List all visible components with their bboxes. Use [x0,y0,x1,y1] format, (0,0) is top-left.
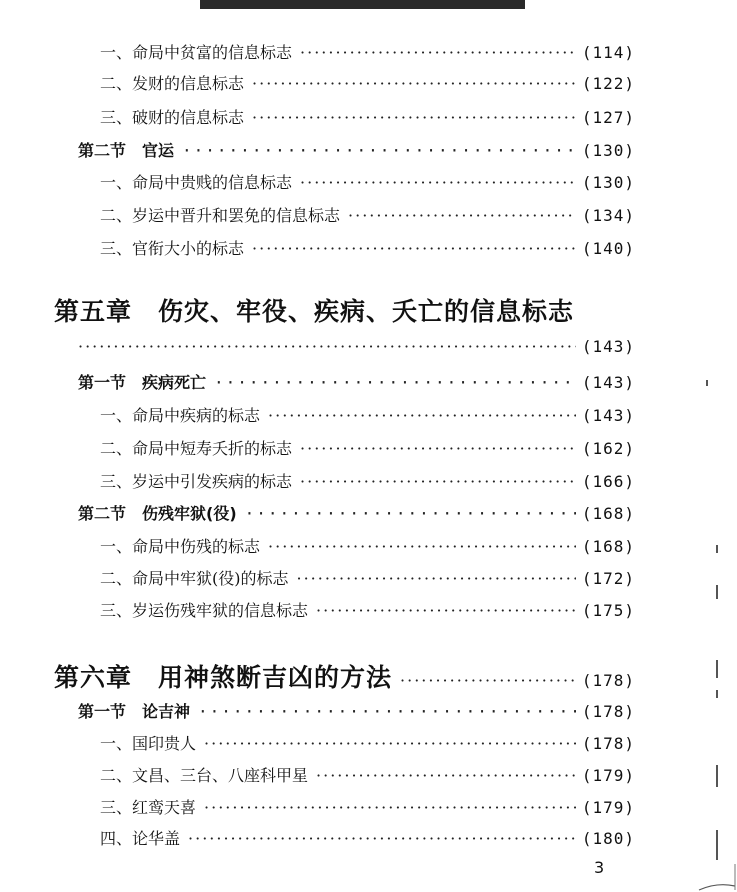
chapter-page: (178) [581,671,635,690]
toc-entry-title: 二、岁运中晋升和罢免的信息标志 [100,206,341,225]
chapter-leader-row [78,337,635,363]
toc-entry[interactable] [100,598,635,624]
chapter-page: (143) [581,337,635,356]
toc-entry[interactable] [100,403,635,429]
toc-entry-title: 二、命局中牢狱(役)的标志 [100,569,289,588]
toc-entry-title: 一、命局中贫富的信息标志 [100,43,293,62]
toc-entry-title: 二、命局中短寿夭折的标志 [100,439,293,458]
toc-section-title: 第二节 伤残牢狱(役) [78,504,237,523]
toc-entry-page: (180) [581,829,635,848]
toc-section[interactable] [78,138,635,164]
dot-leader [245,504,576,523]
page-number: 3 [594,858,605,877]
toc-entry-page: (130) [581,173,635,192]
toc-entry-page: (127) [581,108,635,127]
toc-entry-page: (162) [581,439,635,458]
dot-leader [198,702,576,721]
scan-speck [716,830,718,860]
toc-section-page: (130) [581,141,635,160]
dot-leader [188,829,576,848]
dot-leader [348,206,576,225]
toc-entry-page: (114) [581,43,635,62]
toc-entry[interactable] [100,534,635,560]
toc-entry[interactable] [100,436,635,462]
dot-leader [300,43,576,62]
toc-entry-title: 三、岁运伤残牢狱的信息标志 [100,601,309,620]
dot-leader [316,766,576,785]
dot-leader [400,671,576,690]
toc-entry-title: 一、命局中伤残的标志 [100,537,261,556]
toc-section-page: (143) [581,373,635,392]
dot-leader [214,373,576,392]
toc-entry-title: 三、官衔大小的标志 [100,239,245,258]
toc-section-page: (178) [581,702,635,721]
toc-entry[interactable] [100,731,635,757]
toc-entry[interactable] [100,71,635,97]
toc-section-page: (168) [581,504,635,523]
toc-entry[interactable] [100,469,635,495]
dot-leader [204,798,576,817]
toc-entry-title: 三、破财的信息标志 [100,108,245,127]
toc-entry[interactable] [100,566,635,592]
toc-entry-page: (179) [581,766,635,785]
dot-leader [252,108,576,127]
toc-entry-title: 四、论华盖 [100,829,181,848]
toc-entry-title: 三、红鸾天喜 [100,798,197,817]
scan-speck [716,690,718,698]
toc-entry[interactable] [100,763,635,789]
chapter-title[interactable]: 第五章 伤灾、牢役、疾病、夭亡的信息标志 [54,297,575,326]
dot-leader [252,74,576,93]
toc-section[interactable] [78,370,635,396]
dot-leader [300,439,576,458]
toc-section-title: 第一节 疾病死亡 [78,373,207,392]
chapter-entry[interactable] [54,658,635,692]
toc-entry-title: 二、发财的信息标志 [100,74,245,93]
scan-speck [716,765,718,787]
dot-leader [204,734,576,753]
toc-entry[interactable] [100,236,635,262]
toc-entry-title: 一、国印贵人 [100,734,197,753]
toc-section[interactable] [78,501,635,527]
dot-leader [78,337,576,356]
toc-entry-title: 二、文昌、三台、八座科甲星 [100,766,309,785]
dot-leader [300,472,576,491]
toc-entry[interactable] [100,795,635,821]
toc-entry[interactable] [100,203,635,229]
toc-section-title: 第一节 论吉神 [78,702,191,721]
toc-section-title: 第二节 官运 [78,141,175,160]
toc-entry-page: (175) [581,601,635,620]
dot-leader [268,537,576,556]
toc-entry[interactable] [100,40,635,66]
toc-entry[interactable] [100,170,635,196]
scan-speck [706,380,708,386]
dot-leader [316,601,576,620]
toc-entry-page: (134) [581,206,635,225]
toc-entry-page: (179) [581,798,635,817]
dot-leader [300,173,576,192]
toc-entry-page: (140) [581,239,635,258]
toc-entry-title: 三、岁运中引发疾病的标志 [100,472,293,491]
toc-entry-title: 一、命局中贵贱的信息标志 [100,173,293,192]
toc-entry-page: (172) [581,569,635,588]
toc-entry-page: (143) [581,406,635,425]
toc-entry-page: (166) [581,472,635,491]
toc-entry-page: (168) [581,537,635,556]
dot-leader [252,239,576,258]
toc-entry-title: 一、命局中疾病的标志 [100,406,261,425]
scan-speck [716,585,718,599]
chapter-title: 第六章 用神煞断吉凶的方法 [54,663,393,692]
toc-entry-page: (122) [581,74,635,93]
dot-leader [182,141,576,160]
dot-leader [297,569,576,588]
dot-leader [268,406,576,425]
page-curl-edge [697,862,737,892]
toc-entry-page: (178) [581,734,635,753]
scan-speck [716,545,718,553]
scan-speck [716,660,718,678]
toc-section[interactable] [78,699,635,725]
toc-entry[interactable] [100,826,635,852]
toc-entry[interactable] [100,105,635,131]
